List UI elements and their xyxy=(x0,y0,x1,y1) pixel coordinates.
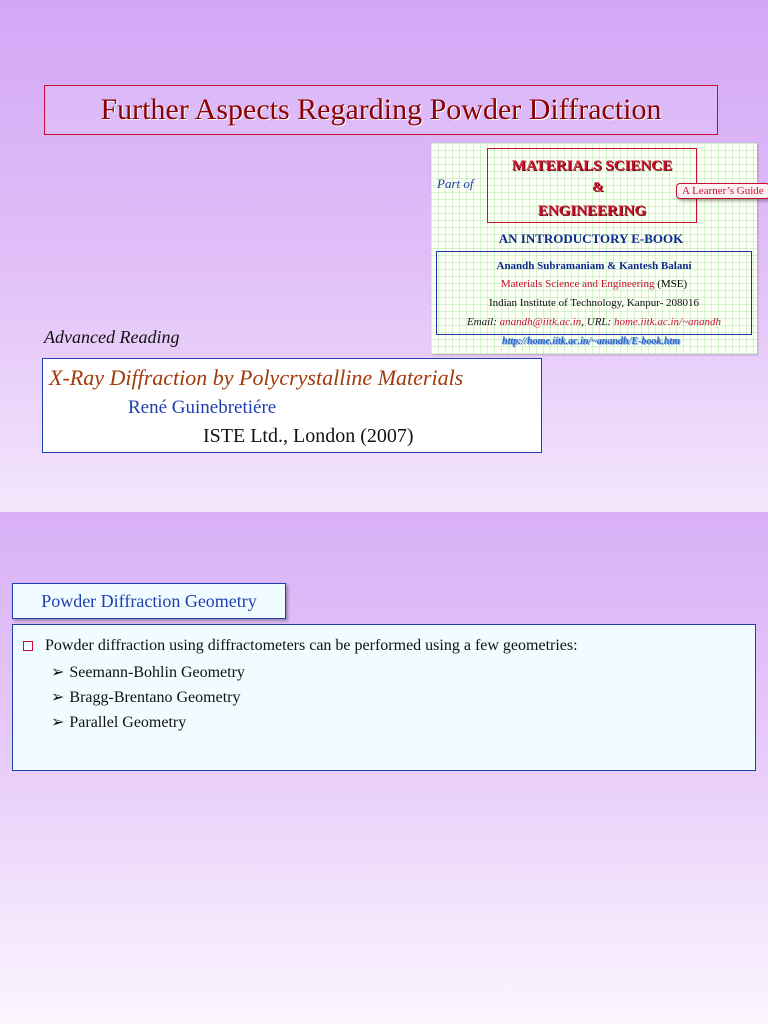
institute-line: Indian Institute of Technology, Kanpur- 208016 xyxy=(488,297,700,309)
square-bullet-icon xyxy=(23,641,33,651)
url-label: , URL: xyxy=(581,316,614,328)
list-item xyxy=(51,662,245,682)
list-item xyxy=(51,712,186,732)
learners-guide-badge: A Learner’s Guide xyxy=(676,183,768,199)
department-name: Materials Science and Engineering xyxy=(500,278,655,290)
list-item-text: Parallel Geometry xyxy=(69,714,187,731)
reference-title: X-Ray Diffraction by Polycrystalline Materials xyxy=(49,365,464,390)
slide-2 xyxy=(0,512,768,1024)
ebook-subtitle: AN INTRODUCTORY E-BOOK xyxy=(498,231,684,246)
homepage-link[interactable]: home.iitk.ac.in/~anandh xyxy=(613,316,722,328)
part-of-label: Part of xyxy=(437,176,474,191)
reference-box xyxy=(42,358,542,453)
mse-line-2: & xyxy=(592,180,604,195)
email-label: Email: xyxy=(466,316,500,328)
mse-line-1: MATERIALS SCIENCE xyxy=(511,158,673,174)
reference-publisher: ISTE Ltd., London (2007) xyxy=(203,425,414,447)
list-item xyxy=(51,687,240,707)
slide-title: Further Aspects Regarding Powder Diffraction xyxy=(44,85,718,135)
bullet-item xyxy=(23,637,578,655)
contact-line xyxy=(437,316,751,328)
arrow-bullet-icon: ➢ xyxy=(51,689,65,706)
content-box xyxy=(12,624,756,771)
arrow-bullet-icon: ➢ xyxy=(51,714,65,731)
list-item-text: Bragg-Brentano Geometry xyxy=(69,689,241,706)
department-abbr: (MSE) xyxy=(654,278,688,290)
mse-title-box xyxy=(487,148,764,223)
bullet-text: Powder diffraction using diffractometers can be performed using a few geometries: xyxy=(45,637,578,654)
advanced-reading-label: Advanced Reading xyxy=(44,327,180,347)
section-title: Powder Diffraction Geometry xyxy=(12,583,286,619)
ebook-logo xyxy=(431,143,764,354)
arrow-bullet-icon: ➢ xyxy=(51,664,65,681)
list-item-text: Seemann-Bohlin Geometry xyxy=(69,664,245,681)
authors-box xyxy=(436,251,752,335)
department-line xyxy=(437,278,751,290)
reference-author: René Guinebretiére xyxy=(128,397,277,418)
ebook-url-link[interactable]: http://home.iitk.ac.in/~anandh/E-book.htm xyxy=(502,336,680,347)
email-link[interactable]: anandh@iitk.ac.in xyxy=(499,316,582,328)
mse-line-3: ENGINEERING xyxy=(537,203,647,219)
author-names: Anandh Subramaniam & Kantesh Balani xyxy=(496,260,692,272)
